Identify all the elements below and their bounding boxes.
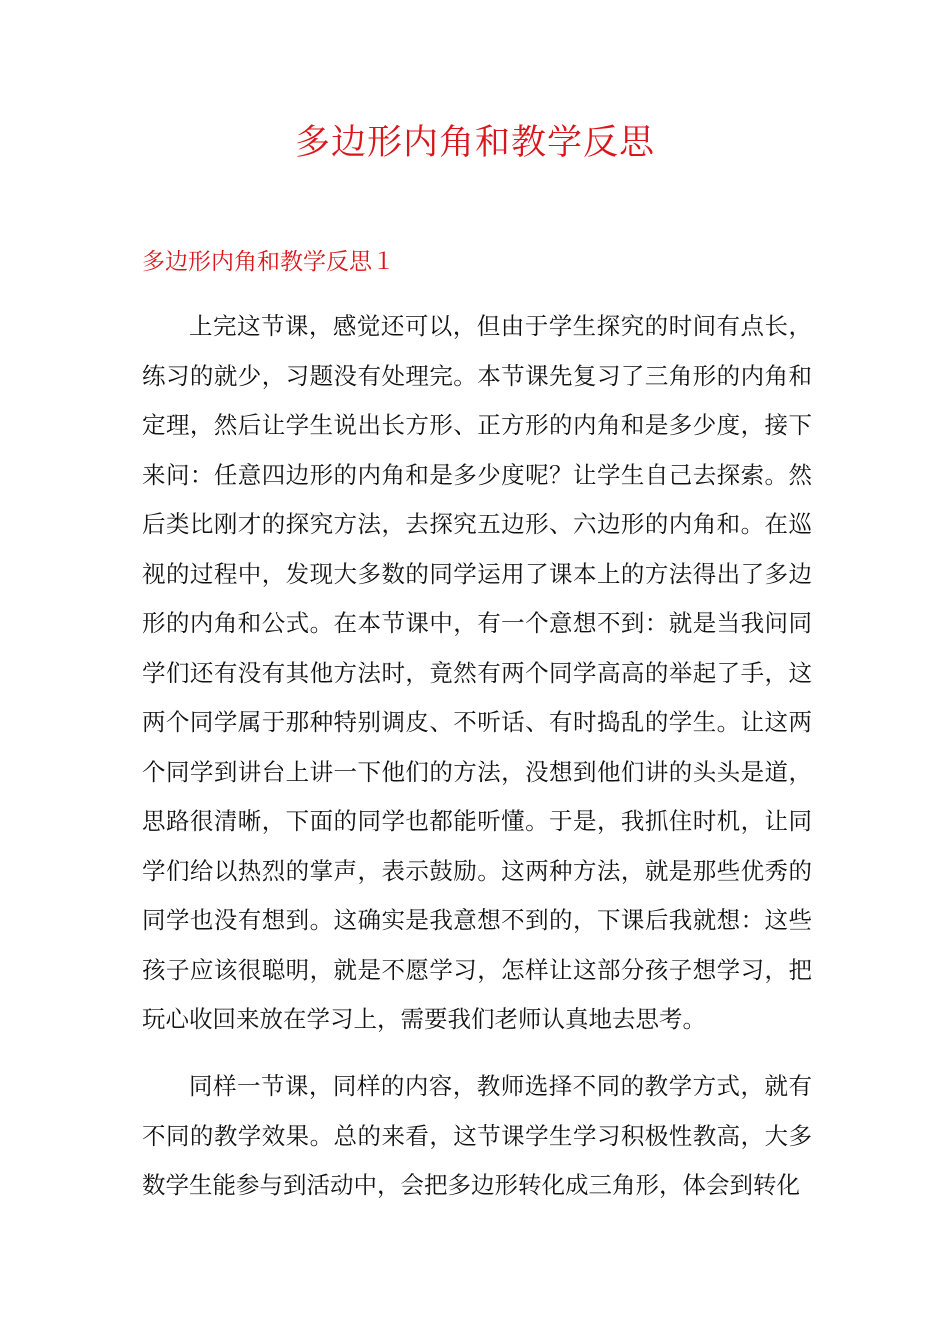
- body-paragraph-2: 同样一节课，同样的内容，教师选择不同的教学方式，就有不同的教学效果。总的来看，这节课学生学习积极性教高，大多数学生能参与到活动中，会把多边形转化成三角形，体会到转化: [142, 1072, 812, 1199]
- body-paragraph-1: 上完这节课，感觉还可以，但由于学生探究的时间有点长，练习的就少，习题没有处理完。本节课先复习了三角形的内角和定理，然后让学生说出长方形、正方形的内角和是多少度，接下来问：任意四边形的内角和是多少度呢？让学生自己去探索。然后类比刚才的探究方法，去探究五边形、六边形的内角和。在巡视的过程中，发现大多数的同学运用了课本上的方法得出了多边形的内角和公式。在本节课中，有一个意想不到：就是当我问同学们还有没有其他方法时，竟然有两个同学高高的举起了手，这两个同学属于那种特别调皮、不听话、有时捣乱的学生。让这两个同学到讲台上讲一下他们的方法，没想到他们讲的头头是道，思路很清晰，下面的同学也都能听懂。于是，我抓住时机，让同学们给以热烈的掌声，表示鼓励。这两种方法，就是那些优秀的同学也没有想到。这确实是我意想不到的，下课后我就想：这些孩子应该很聪明，就是不愿学习，怎样让这部分孩子想学习，把玩心收回来放在学习上，需要我们老师认真地去思考。: [142, 312, 812, 1033]
- document-title: 多边形内角和教学反思: [294, 123, 655, 163]
- section-heading: 多边形内角和教学反思１: [142, 249, 395, 275]
